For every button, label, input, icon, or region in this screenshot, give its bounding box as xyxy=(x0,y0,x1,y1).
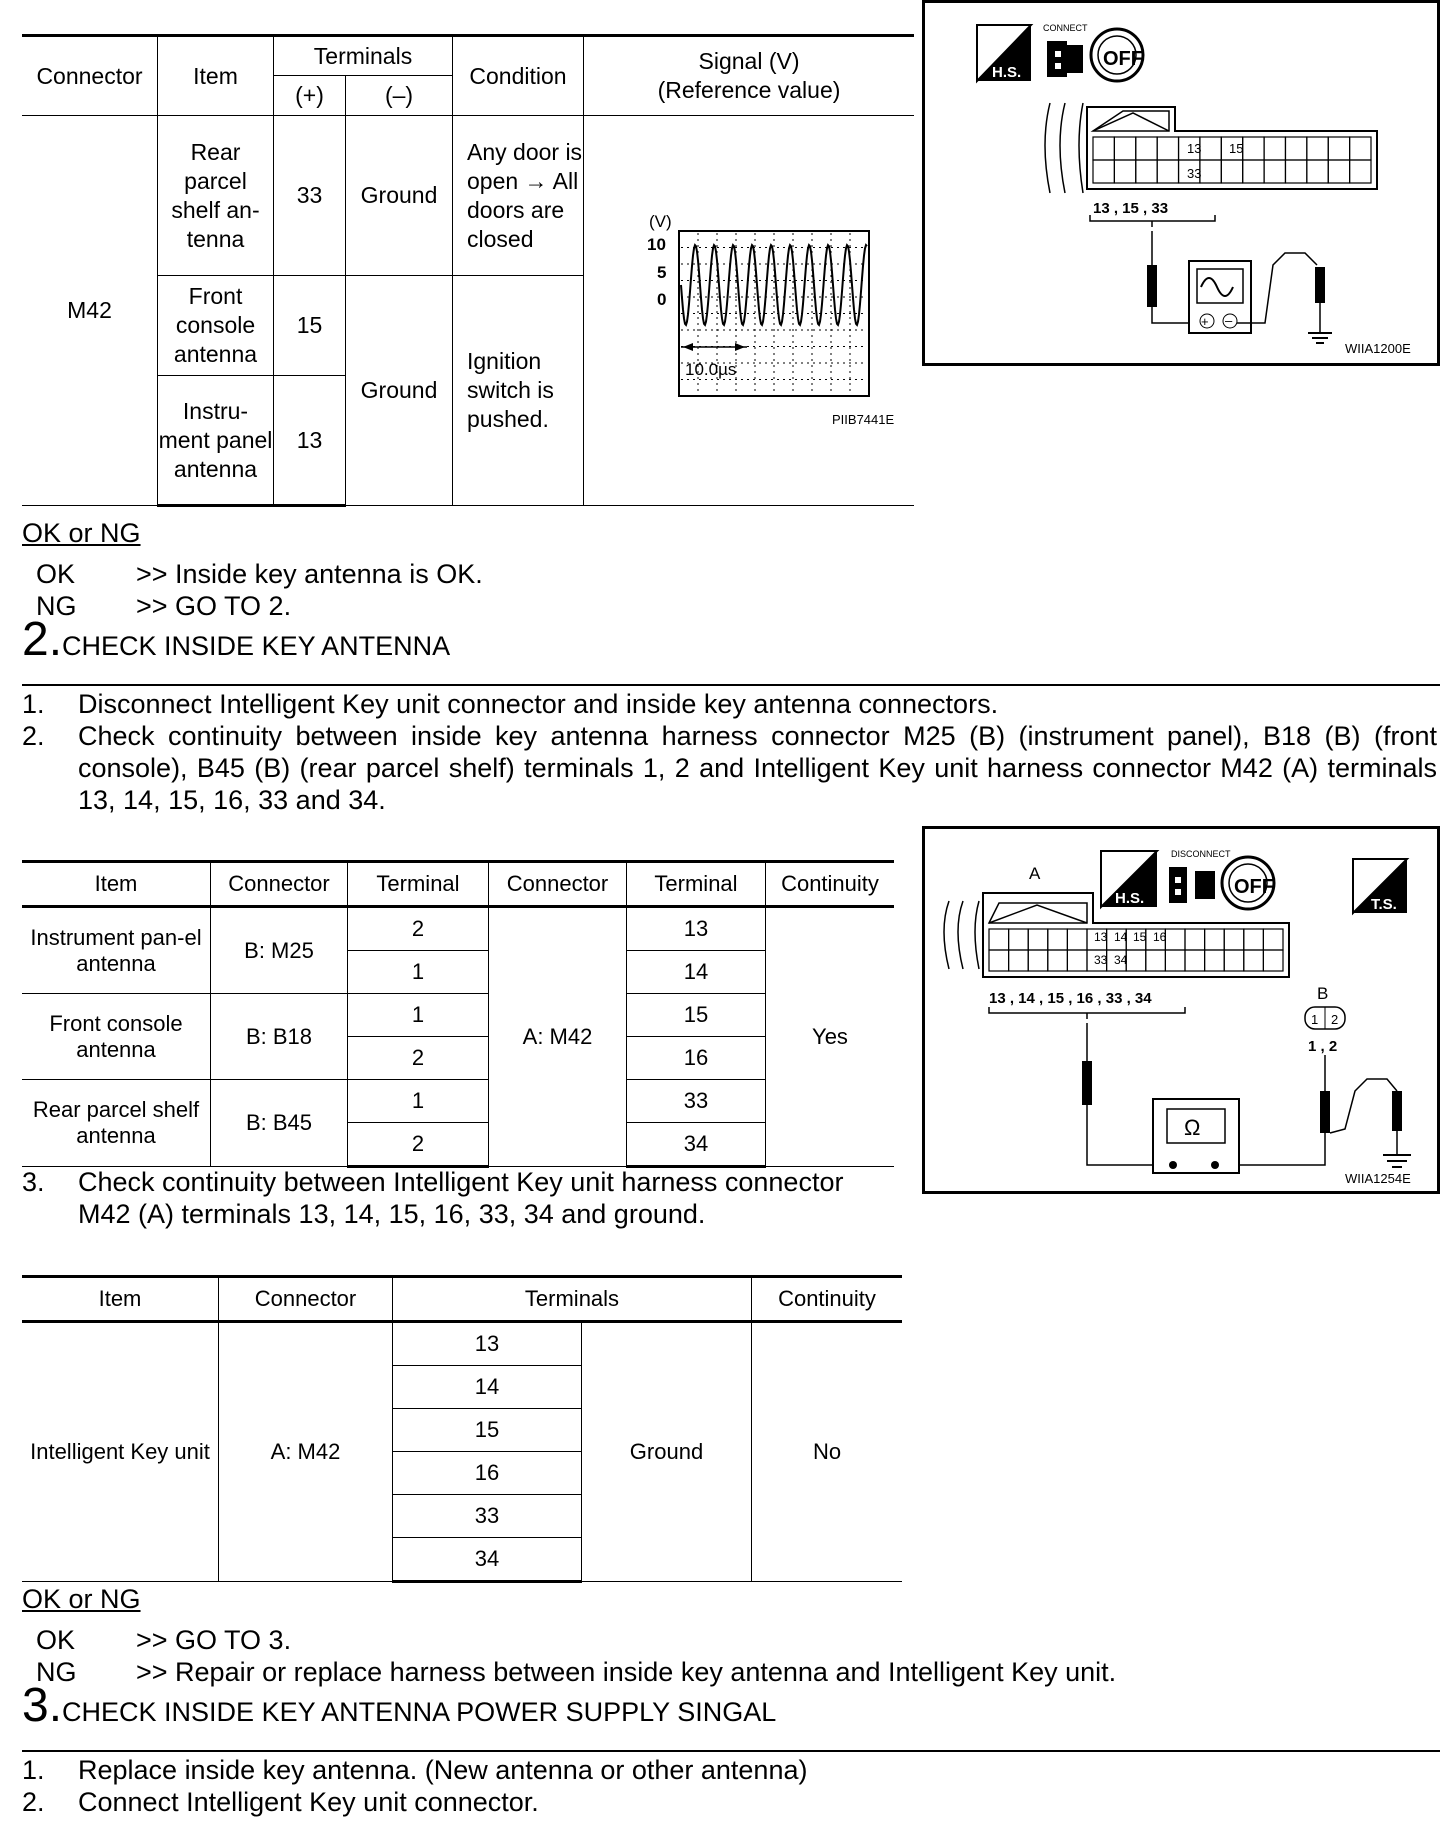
step-2-list xyxy=(22,688,1437,816)
terminal-cell: 1 xyxy=(348,1080,489,1123)
time-label: 10.0µs xyxy=(684,360,736,379)
col-item: Item xyxy=(158,36,274,116)
pin-13: 13 xyxy=(1094,930,1108,944)
terminal-cell: 2 xyxy=(348,1037,489,1080)
item-cell: Intelligent Key unit xyxy=(22,1322,219,1582)
y-tick-10: 10 xyxy=(646,235,666,254)
col-terminal: Terminal xyxy=(348,862,489,907)
item-cell: Front console antenna xyxy=(158,276,274,376)
b-pin-1: 1 xyxy=(1311,1012,1319,1027)
waveform-code: PIIB7441E xyxy=(831,412,894,427)
divider xyxy=(22,1750,1440,1752)
col-connector2: Connector xyxy=(489,862,627,907)
pin-33: 33 xyxy=(1094,953,1108,967)
minus-cell: Ground xyxy=(346,116,453,276)
connector-diagram-1 xyxy=(922,0,1440,366)
connector-a-label: A xyxy=(1029,864,1041,883)
col-connector: Connector xyxy=(219,1277,393,1322)
connector-cell: B: M25 xyxy=(211,907,348,994)
plus-cell: 15 xyxy=(274,276,346,376)
plug-icon xyxy=(1169,867,1187,903)
hs-label: H.S. xyxy=(1115,890,1145,907)
connector-cell: B: B45 xyxy=(211,1080,348,1167)
terminals-label: 13 , 14 , 15 , 16 , 33 , 34 xyxy=(989,990,1152,1007)
list-item: 2. Check continuity between inside key antenna harness connector M25 (B) (instrument panel), B18 (B) (front console), B45 (B) (rear parcel shelf) terminals 1, 2 and Intelligent Key unit harness connector M42 (A) terminals 13, 14, 15, 16, 33 and 34. xyxy=(22,721,1437,815)
col-condition: Condition xyxy=(453,36,584,116)
pin-14: 14 xyxy=(1114,930,1128,944)
terminal2-cell: 15 xyxy=(627,994,766,1037)
terminal-cell: 16 xyxy=(393,1452,582,1495)
col-signal: Signal (V) (Reference value) xyxy=(584,36,915,116)
list-item: 2. Connect Intelligent Key unit connector. xyxy=(22,1787,539,1817)
connector-cell: A: M42 xyxy=(219,1322,393,1582)
terminal-cell: 1 xyxy=(348,951,489,994)
connector-cell: B: B18 xyxy=(211,994,348,1080)
ng-result-1: NG >> GO TO 2. xyxy=(36,591,292,621)
pin-34: 34 xyxy=(1114,953,1128,967)
pin-33: 33 xyxy=(1187,166,1202,181)
ts-label: T.S. xyxy=(1371,896,1397,913)
terminal2-cell: 16 xyxy=(627,1037,766,1080)
minus-cell: Ground xyxy=(346,276,453,506)
ng-result-2: NG >> Repair or replace harness between inside key antenna and Intelligent Key unit. xyxy=(36,1657,1117,1687)
plus-cell: 33 xyxy=(274,116,346,276)
waveform-unit: (V) xyxy=(648,212,672,231)
plus-cell: 13 xyxy=(274,376,346,506)
connect-label: CONNECT xyxy=(1043,23,1088,33)
col-terminals: Terminals xyxy=(393,1277,752,1322)
terminal2-cell: 14 xyxy=(627,951,766,994)
condition-cell: Any door is open → All doors are closed xyxy=(453,116,584,276)
divider xyxy=(22,684,1440,686)
ohm-label: Ω xyxy=(1184,1115,1201,1140)
col-continuity: Continuity xyxy=(752,1277,903,1322)
connector-b-label: B xyxy=(1317,984,1329,1003)
step-3-list xyxy=(22,1754,1437,1818)
continuity-table-1 xyxy=(22,860,894,1168)
item-cell: Front console antenna xyxy=(22,994,211,1080)
y-tick-0: 0 xyxy=(656,290,666,309)
terminal-cell: 34 xyxy=(393,1538,582,1582)
col-plus: (+) xyxy=(274,76,346,116)
col-item: Item xyxy=(22,862,211,907)
y-tick-5: 5 xyxy=(656,263,666,282)
col-connector: Connector xyxy=(22,36,158,116)
signal-table xyxy=(22,34,914,507)
diagram-2-code: WIIA1254E xyxy=(1345,1171,1411,1186)
continuity-cell: Yes xyxy=(766,907,895,1167)
terminal-cell: 2 xyxy=(348,1123,489,1167)
hs-label: H.S. xyxy=(992,64,1022,81)
connector-diagram-2 xyxy=(922,826,1440,1194)
item-cell: Rear parcel shelf antenna xyxy=(22,1080,211,1167)
terminal2-cell: 34 xyxy=(627,1123,766,1167)
connector-cell: M42 xyxy=(22,116,158,506)
col-terminals: Terminals xyxy=(274,36,453,76)
terminal-cell: 33 xyxy=(393,1495,582,1538)
okng-heading-2: OK or NG xyxy=(22,1584,141,1614)
terminal2-cell: 33 xyxy=(627,1080,766,1123)
diagram-2-graphic xyxy=(925,829,1437,1191)
step-3-heading: 3.CHECK INSIDE KEY ANTENNA POWER SUPPLY SINGAL xyxy=(22,1679,777,1732)
col-item: Item xyxy=(22,1277,219,1322)
col-minus: (–) xyxy=(346,76,453,116)
b-pin-2: 2 xyxy=(1331,1012,1339,1027)
terminals-label: 13 , 15 , 33 xyxy=(1093,200,1169,217)
connector2-cell: A: M42 xyxy=(489,907,627,1167)
col-terminal2: Terminal xyxy=(627,862,766,907)
terminal-cell: 1 xyxy=(348,994,489,1037)
list-item: 1. Disconnect Intelligent Key unit connector and inside key antenna connectors. xyxy=(22,689,999,719)
pin-13: 13 xyxy=(1187,141,1202,156)
pin-16: 16 xyxy=(1153,930,1167,944)
diagram-1-code: WIIA1200E xyxy=(1345,341,1411,356)
b-terminals-label: 1 , 2 xyxy=(1308,1038,1338,1055)
off-label: OFF xyxy=(1234,876,1274,898)
condition-cell: Ignition switch is pushed. xyxy=(453,276,584,506)
ok-result-1: OK >> Inside key antenna is OK. xyxy=(36,559,483,589)
svg-text:–: – xyxy=(1225,313,1233,328)
pin-15: 15 xyxy=(1229,141,1244,156)
continuity-table-2 xyxy=(22,1275,902,1583)
waveform-graphic xyxy=(607,197,894,427)
step-2-heading: 2.CHECK INSIDE KEY ANTENNA xyxy=(22,613,451,666)
terminal2-cell: 13 xyxy=(627,907,766,951)
disconnect-label: DISCONNECT xyxy=(1171,849,1231,859)
pin-15: 15 xyxy=(1133,930,1147,944)
ok-result-2: OK >> GO TO 3. xyxy=(36,1625,292,1655)
item-cell: Rear parcel shelf an-tenna xyxy=(158,116,274,276)
svg-text:+: + xyxy=(1201,314,1209,329)
step-2-item-3 xyxy=(22,1166,912,1230)
item-cell: Instru-ment panel antenna xyxy=(158,376,274,506)
list-item: 3. Check continuity between Intelligent Key unit harness connector M42 (A) terminals 13, 14, 15, 16, 33, 34 and ground. xyxy=(22,1167,844,1229)
terminal-cell: 2 xyxy=(348,907,489,951)
list-item: 1. Replace inside key antenna. (New antenna or other antenna) xyxy=(22,1755,808,1785)
diagram-1-graphic xyxy=(925,3,1437,363)
col-connector: Connector xyxy=(211,862,348,907)
waveform-cell xyxy=(584,116,915,506)
off-label: OFF xyxy=(1103,48,1143,70)
col-continuity: Continuity xyxy=(766,862,895,907)
ground-cell: Ground xyxy=(582,1322,752,1582)
okng-heading-1: OK or NG xyxy=(22,518,141,548)
terminal-cell: 13 xyxy=(393,1322,582,1366)
continuity-cell: No xyxy=(752,1322,903,1582)
terminal-cell: 14 xyxy=(393,1366,582,1409)
item-cell: Instrument pan-el antenna xyxy=(22,907,211,994)
plug-icon xyxy=(1047,41,1067,77)
terminal-cell: 15 xyxy=(393,1409,582,1452)
